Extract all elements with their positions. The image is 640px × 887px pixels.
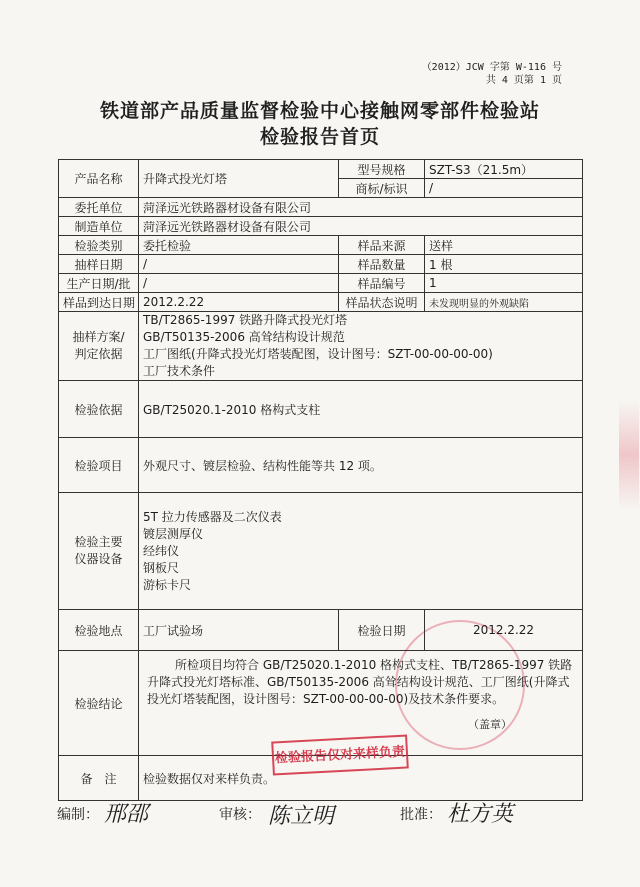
production-date-label: 生产日期/批 bbox=[59, 274, 139, 293]
report-table bbox=[58, 159, 583, 801]
edge-seal bbox=[619, 400, 639, 510]
sample-status-label: 样品状态说明 bbox=[339, 293, 425, 312]
seal-note: （盖章） bbox=[468, 718, 512, 731]
product-name-label: 产品名称 bbox=[59, 160, 139, 198]
report-stamp: 检验报告仅对来样负责 bbox=[271, 734, 409, 775]
remarks-value: 检验数据仅对来样负责。 bbox=[139, 756, 583, 801]
location-label: 检验地点 bbox=[59, 610, 139, 651]
production-date-value: / bbox=[139, 274, 339, 293]
sample-qty-value: 1 根 bbox=[425, 255, 583, 274]
sampling-plan-value: TB/T2865-1997 铁路升降式投光灯塔 GB/T50135-2006 高耸结构设计规范 工厂图纸(升降式投光灯塔装配图，设计图号：SZT-00-00-00-00) 工厂技术条件 bbox=[139, 312, 583, 381]
sample-no-label: 样品编号 bbox=[339, 274, 425, 293]
client-value: 菏泽远光铁路器材设备有限公司 bbox=[139, 198, 583, 217]
sampling-plan-label: 抽样方案/ 判定依据 bbox=[59, 312, 139, 381]
items-label: 检验项目 bbox=[59, 438, 139, 493]
inspection-type-label: 检验类别 bbox=[59, 236, 139, 255]
client-label: 委托单位 bbox=[59, 198, 139, 217]
sample-qty-label: 样品数量 bbox=[339, 255, 425, 274]
reviewed-by-label: 审核： bbox=[219, 807, 261, 823]
test-date-value: 2012.2.22 bbox=[425, 610, 583, 651]
reviewed-by-signature: 陈立明 bbox=[268, 804, 335, 829]
basis-label: 检验依据 bbox=[59, 381, 139, 438]
arrival-date-label: 样品到达日期 bbox=[59, 293, 139, 312]
basis-value: GB/T25020.1-2010 格构式支柱 bbox=[139, 381, 583, 438]
sample-source-value: 送样 bbox=[425, 236, 583, 255]
items-value: 外观尺寸、镀层检验、结构性能等共 12 项。 bbox=[139, 438, 583, 493]
manufacturer-value: 菏泽远光铁路器材设备有限公司 bbox=[139, 217, 583, 236]
report-ref-number: （2012）JCW 字第 W-116 号 bbox=[421, 62, 562, 73]
inspection-type-value: 委托检验 bbox=[139, 236, 339, 255]
approved-by-label: 批准： bbox=[400, 807, 442, 823]
location-value: 工厂试验场 bbox=[139, 610, 339, 651]
compiled-by-label: 编制： bbox=[57, 807, 99, 823]
model-value: SZT-S3（21.5m） bbox=[425, 160, 583, 179]
arrival-date-value: 2012.2.22 bbox=[139, 293, 339, 312]
conclusion-text: 所检项目均符合 GB/T25020.1-2010 格构式支柱、TB/T2865-1997 铁路升降式投光灯塔标准、GB/T50135-2006 高耸结构设计规范、工厂图纸(升降式投光灯塔装配图，设计图号：SZT-00-00-00-00)及技术条件要求。 bbox=[147, 658, 573, 706]
approved-by-signature: 杜方英 bbox=[447, 802, 514, 827]
page-count: 共 4 页第 1 页 bbox=[485, 75, 562, 86]
remarks-label: 备 注 bbox=[59, 756, 139, 801]
sampling-date-label: 抽样日期 bbox=[59, 255, 139, 274]
product-name-value: 升降式投光灯塔 bbox=[139, 160, 339, 198]
trademark-label: 商标/标识 bbox=[339, 179, 425, 198]
conclusion-label: 检验结论 bbox=[59, 651, 139, 756]
sample-no-value: 1 bbox=[425, 274, 583, 293]
test-date-label: 检验日期 bbox=[339, 610, 425, 651]
manufacturer-label: 制造单位 bbox=[59, 217, 139, 236]
trademark-value: / bbox=[425, 179, 583, 198]
sampling-date-value: / bbox=[139, 255, 339, 274]
compiled-by-signature: 邢邵 bbox=[104, 802, 149, 827]
sample-status-value: 未发现明显的外观缺陷 bbox=[425, 293, 583, 312]
report-title: 铁道部产品质量监督检验中心接触网零部件检验站 bbox=[99, 100, 540, 122]
model-label: 型号规格 bbox=[339, 160, 425, 179]
report-subtitle: 检验报告首页 bbox=[259, 126, 380, 148]
equipment-value: 5T 拉力传感器及二次仪表 镀层测厚仪 经纬仪 钢板尺 游标卡尺 bbox=[139, 493, 583, 610]
sample-source-label: 样品来源 bbox=[339, 236, 425, 255]
equipment-label: 检验主要 仪器设备 bbox=[59, 493, 139, 610]
